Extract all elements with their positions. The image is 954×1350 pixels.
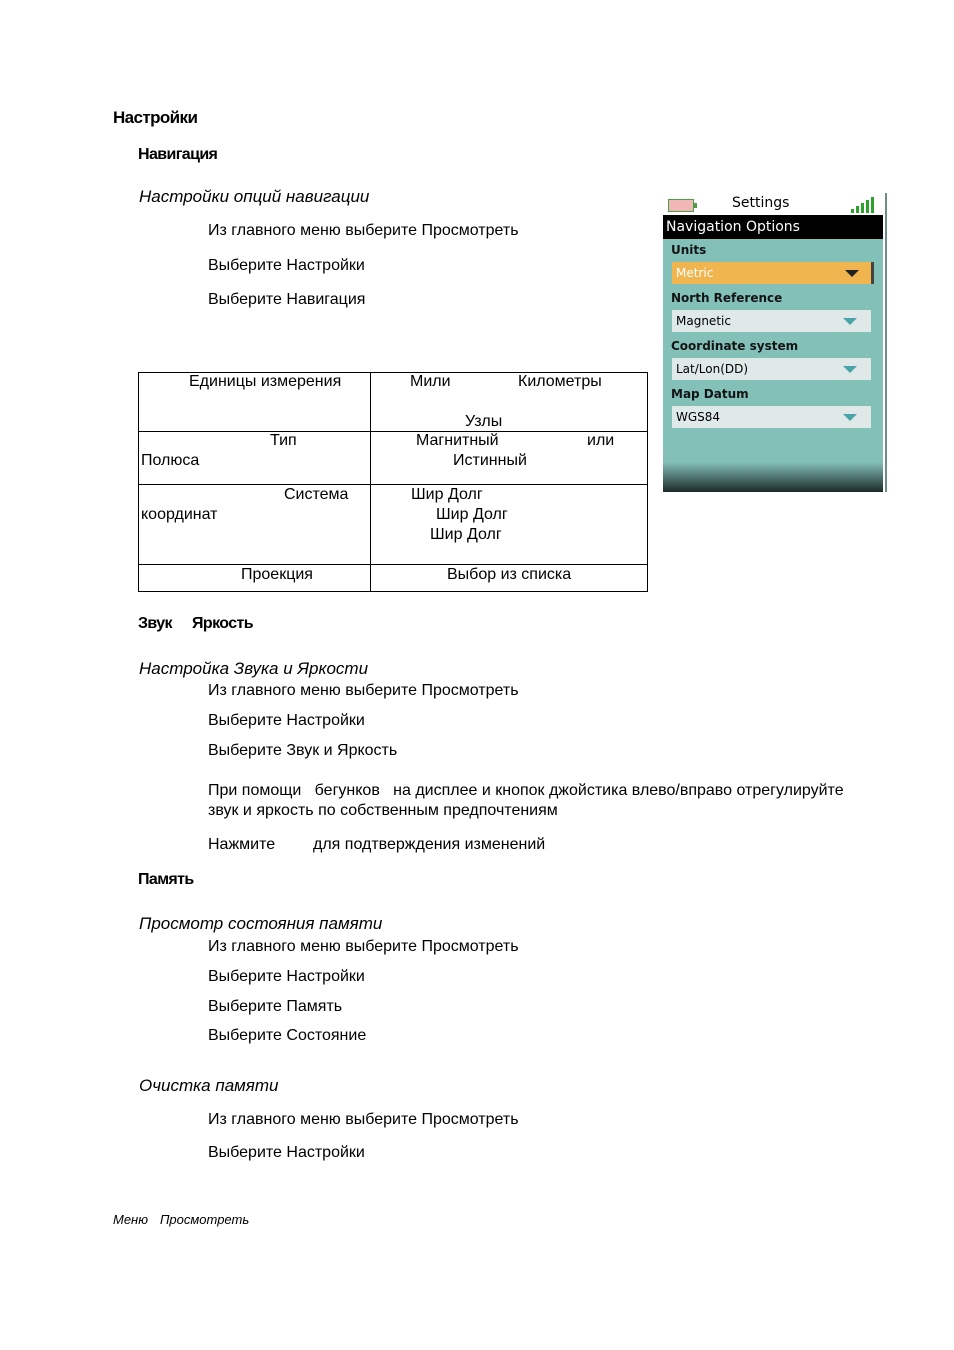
projection-option: Выбор из списка [447, 566, 572, 583]
north-reference-field-label: North Reference [671, 291, 783, 305]
north-type-label: Тип [270, 432, 297, 449]
north-pole-label: Полюса [141, 452, 200, 469]
north-option-magnetic: Магнитный [416, 432, 499, 449]
sound-step: Из главного меню выберите Просмотреть [208, 682, 519, 699]
memory-clear-subheading: Очистка памяти [139, 1076, 279, 1095]
table-cell [371, 373, 648, 432]
north-option-true: Истинный [453, 452, 527, 469]
map-datum-dropdown[interactable] [672, 406, 871, 428]
map-datum-dropdown-value: WGS84 [676, 410, 721, 424]
sound-instructions-line2: звук и яркость по собственным предпочтениям [208, 802, 558, 819]
memory-step: Выберите Состояние [208, 1027, 367, 1044]
north-option-or: или [587, 432, 615, 449]
device-bottom-bar [663, 462, 883, 492]
table-cell [139, 565, 371, 592]
device-body [663, 239, 883, 492]
device-header [663, 215, 883, 239]
units-dropdown-value: Metric [676, 266, 714, 280]
device-header-title: Navigation Options [666, 219, 800, 235]
coordinate-system-dropdown-value: Lat/Lon(DD) [676, 362, 749, 376]
nav-subheading: Настройки опций навигации [139, 187, 370, 206]
coord-option: Шир Долг [411, 486, 483, 503]
table-row [139, 565, 648, 592]
sound-step: Выберите Звук и Яркость [208, 742, 398, 759]
units-dropdown[interactable] [672, 262, 874, 284]
press-text: Нажмите [208, 836, 276, 853]
memory-status-subheading: Просмотр состояния памяти [139, 914, 383, 933]
sound-instructions-line1: При помощи бегунков на дисплее и кнопок джойстика влево/вправо отрегулируйте [208, 782, 844, 799]
memory-step: Из главного меню выберите Просмотреть [208, 938, 519, 955]
device-title: Settings [732, 195, 790, 211]
sound-subheading: Настройка Звука и Яркости [139, 659, 369, 678]
nav-step: Из главного меню выберите Просмотреть [208, 222, 519, 239]
units-label: Единицы измерения [189, 373, 342, 390]
table-cell [139, 485, 371, 565]
table-row [139, 432, 648, 485]
footer-menu: Меню [113, 1212, 148, 1227]
units-option-knots: Узлы [465, 413, 503, 430]
section-title: Настройки [113, 108, 198, 127]
memory-step: Выберите Память [208, 998, 343, 1015]
memory-clear-step: Выберите Настройки [208, 1144, 365, 1161]
coordinate-system-field-label: Coordinate system [671, 339, 799, 353]
device-screenshot [663, 193, 887, 492]
memory-step: Выберите Настройки [208, 968, 365, 985]
brightness-heading: Яркость [192, 615, 254, 632]
device-status-bar [663, 193, 883, 215]
coord-option: Шир Долг [430, 526, 502, 543]
coord-system-label-2: координат [141, 506, 218, 523]
chevron-down-icon [843, 318, 857, 325]
table-cell [371, 565, 648, 592]
units-field-label: Units [671, 243, 707, 257]
units-option-km: Километры [518, 373, 602, 390]
projection-label: Проекция [241, 566, 313, 583]
chevron-down-icon [843, 414, 857, 421]
coord-system-label: Система [284, 486, 349, 503]
north-reference-dropdown-value: Magnetic [676, 314, 731, 328]
sound-step: Выберите Настройки [208, 712, 365, 729]
memory-heading: Память [138, 871, 194, 888]
coord-option: Шир Долг [436, 506, 508, 523]
units-option-miles: Мили [410, 373, 451, 390]
table-cell [139, 373, 371, 432]
chevron-down-icon [845, 270, 859, 277]
footer-view: Просмотреть [160, 1212, 250, 1227]
table-row [139, 485, 648, 565]
map-datum-field-label: Map Datum [671, 387, 749, 401]
navigation-options-table [138, 372, 648, 592]
table-cell [139, 432, 371, 485]
chevron-down-icon [843, 366, 857, 373]
nav-step: Выберите Навигация [208, 291, 366, 308]
signal-strength-icon [851, 197, 879, 213]
table-cell [371, 485, 648, 565]
nav-heading: Навигация [138, 146, 218, 163]
coordinate-system-dropdown[interactable] [672, 358, 871, 380]
memory-clear-step: Из главного меню выберите Просмотреть [208, 1111, 519, 1128]
table-row [139, 373, 648, 432]
nav-step: Выберите Настройки [208, 257, 365, 274]
sound-heading: Звук [138, 615, 172, 632]
battery-icon [668, 199, 694, 212]
table-cell [371, 432, 648, 485]
confirm-changes-text: для подтверждения изменений [313, 836, 546, 853]
north-reference-dropdown[interactable] [672, 310, 871, 332]
